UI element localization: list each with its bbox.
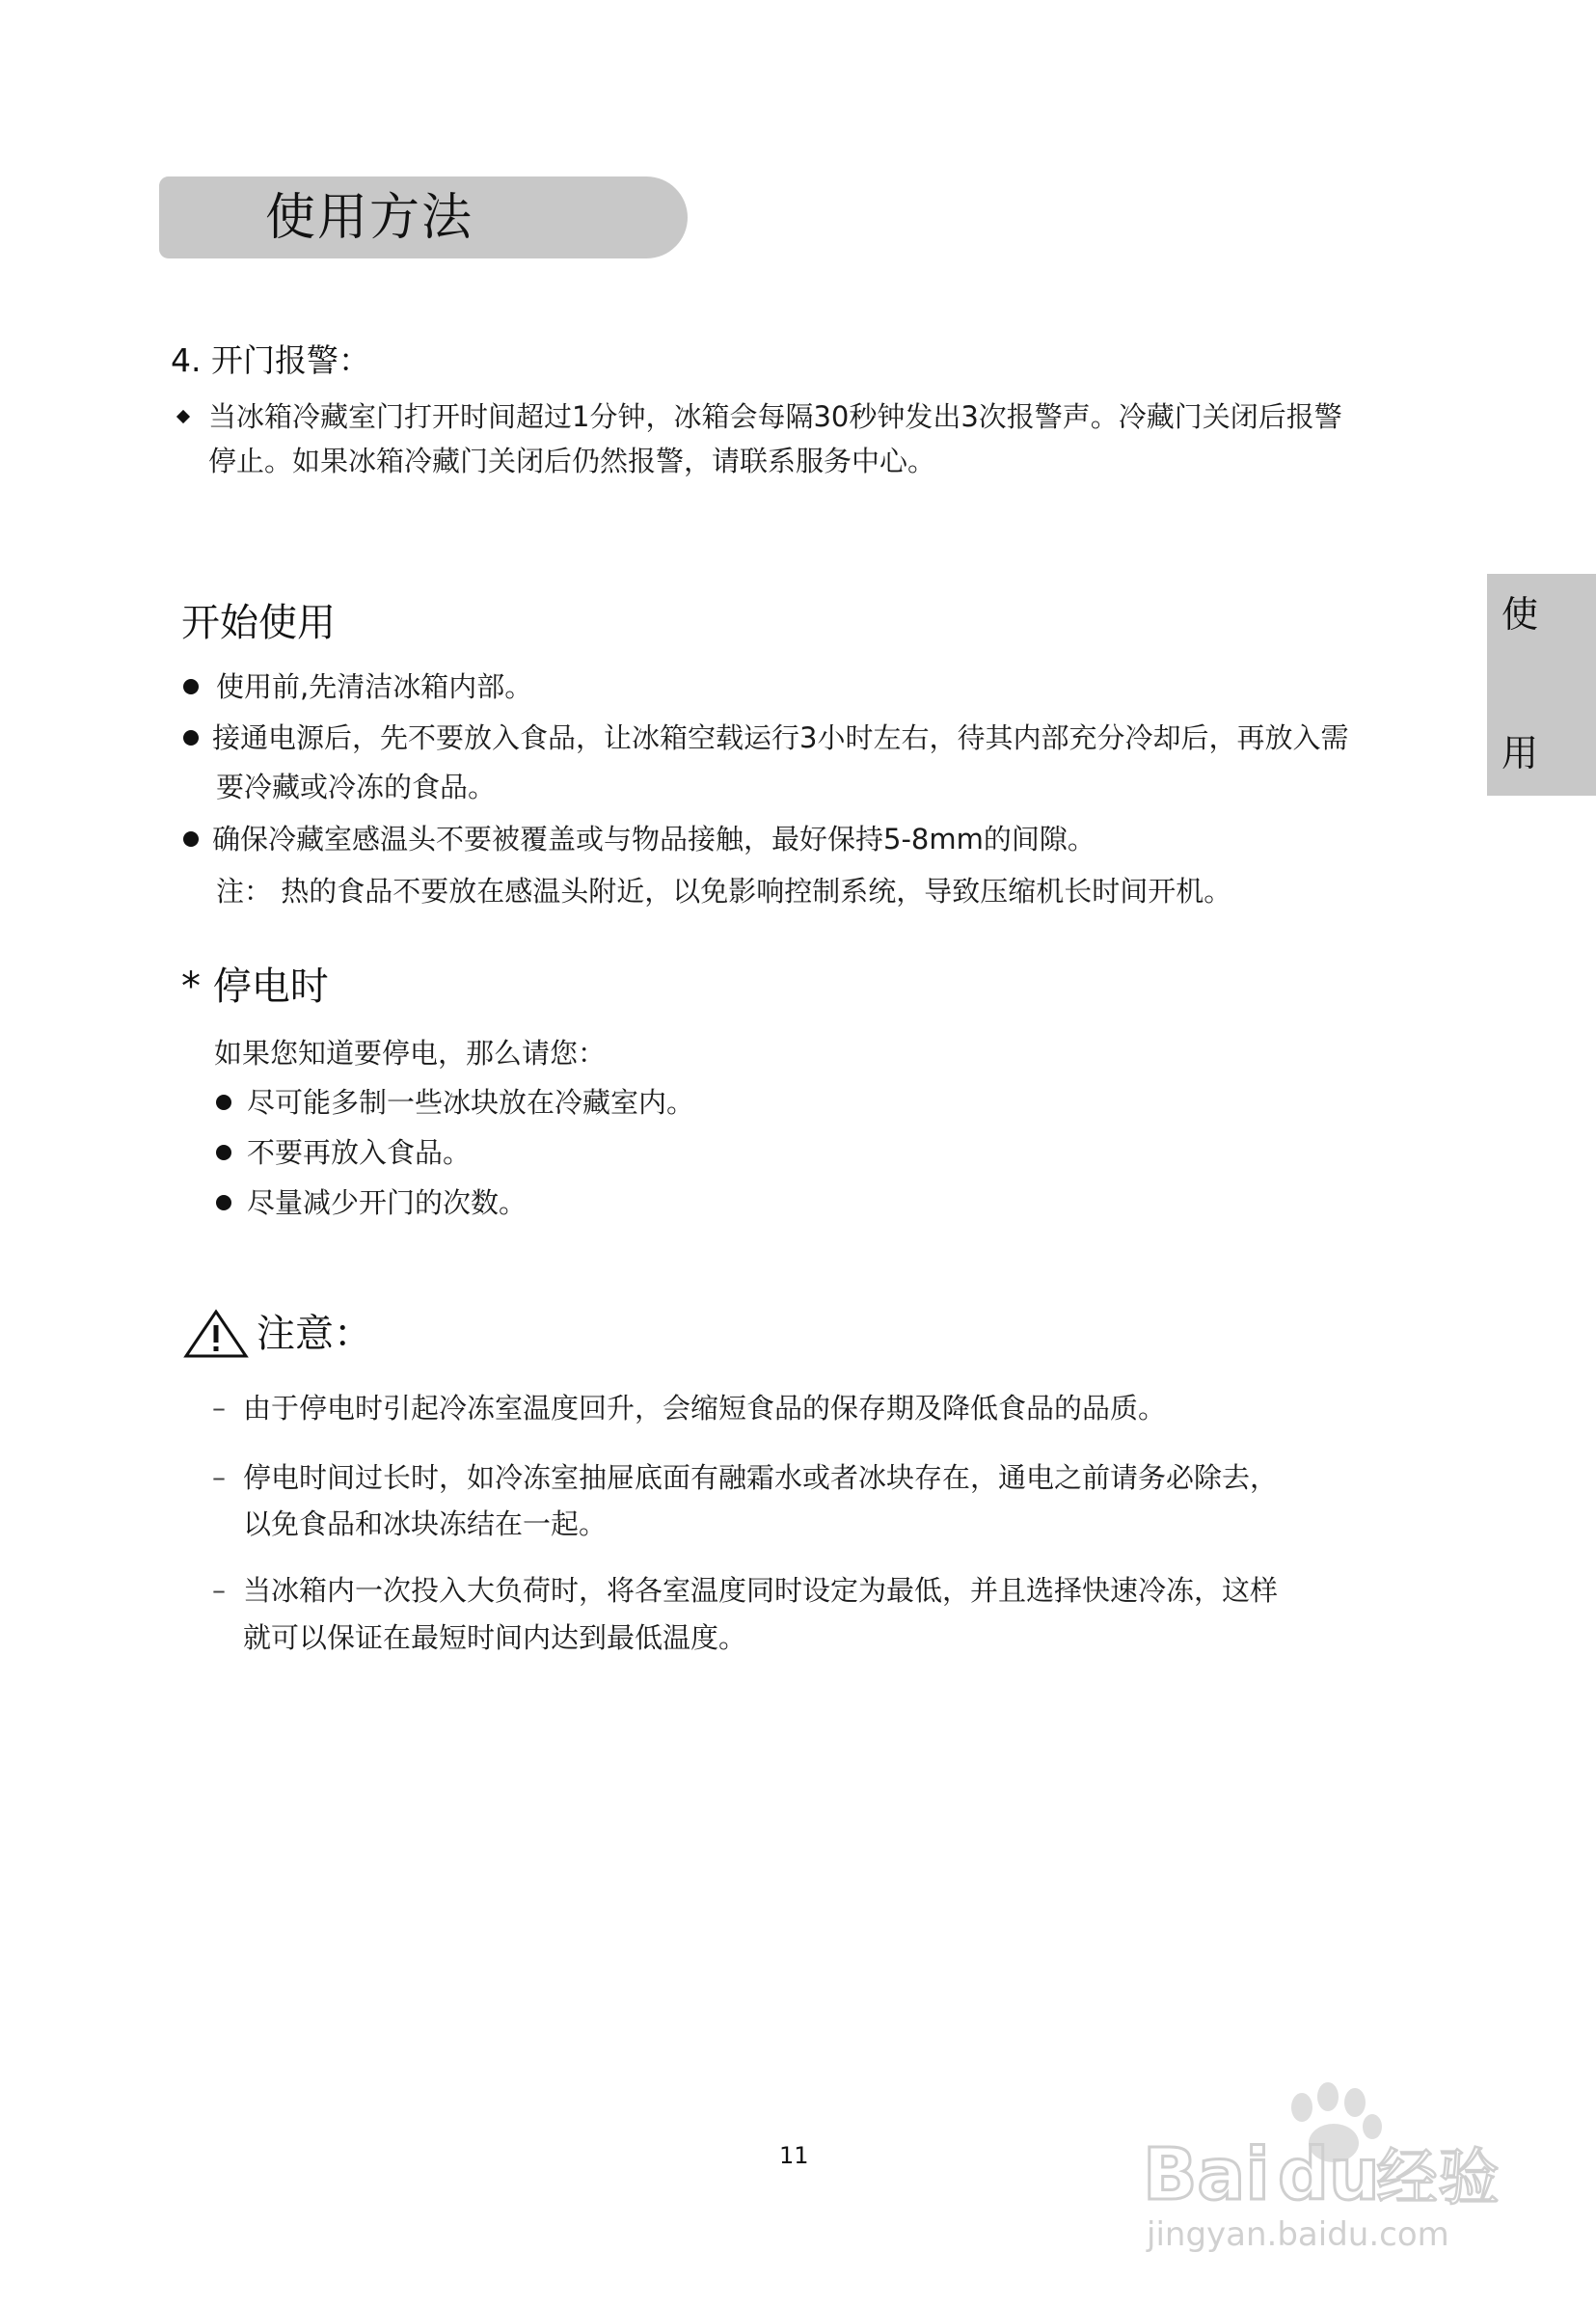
caution-item-3-line-1: 当冰箱内一次投入大负荷时，将各室温度同时设定为最低，并且选择快速冷冻，这样 [243, 1574, 1279, 1607]
power-intro: 如果您知道要停电，那么请您： [214, 1037, 607, 1070]
power-item-3: 尽量减少开门的次数。 [247, 1186, 527, 1219]
side-tab-char-2: 用 [1501, 732, 1539, 774]
start-item-2-line-1: 接通电源后，先不要放入食品，让冰箱空载运行3小时左右，待其内部充分冷却后，再放入需 [212, 721, 1349, 754]
bullet-icon [183, 679, 199, 694]
bullet-icon [183, 730, 199, 746]
svg-text:Bai: Bai [1143, 2133, 1270, 2216]
caution-item-2-line-2: 以免食品和冰块冻结在一起。 [243, 1507, 608, 1540]
dash-bullet: – [212, 1392, 226, 1424]
page-number: 11 [779, 2142, 809, 2169]
power-item-1: 尽可能多制一些冰块放在冷藏室内。 [247, 1086, 695, 1119]
dash-bullet: – [212, 1461, 226, 1493]
alarm-text-line-2: 停止。如果冰箱冷藏门关闭后仍然报警，请联系服务中心。 [208, 445, 936, 477]
start-item-3: 确保冷藏室感温头不要被覆盖或与物品接触，最好保持5-8mm的间隙。 [212, 823, 1096, 855]
svg-text:jingyan.baidu.com: jingyan.baidu.com [1147, 2215, 1449, 2254]
bullet-icon [183, 831, 199, 847]
warning-triangle-icon [183, 1309, 249, 1359]
start-item-1: 使用前,先清洁冰箱内部。 [216, 670, 533, 703]
power-item-2: 不要再放入食品。 [247, 1136, 472, 1169]
alarm-text-line-1: 当冰箱冷藏室门打开时间超过1分钟，冰箱会每隔30秒钟发出3次报警声。冷藏门关闭后报警 [208, 400, 1342, 433]
page-title: 使用方法 [265, 189, 474, 247]
alarm-heading: 4. 开门报警： [171, 341, 370, 379]
dash-bullet: – [212, 1574, 226, 1606]
bullet-icon [216, 1145, 231, 1160]
diamond-bullet-icon [176, 410, 190, 423]
baidu-jingyan-watermark [1123, 2064, 1528, 2257]
svg-text:du: du [1278, 2133, 1380, 2216]
bullet-icon [216, 1195, 231, 1210]
power-outage-heading: * 停电时 [181, 964, 329, 1009]
start-using-heading: 开始使用 [181, 601, 336, 645]
side-tab-char-1: 使 [1501, 593, 1539, 636]
start-note: 注： 热的食品不要放在感温头附近，以免影响控制系统，导致压缩机长时间开机。 [216, 875, 1232, 908]
caution-item-2-line-1: 停电时间过长时，如冷冻室抽屉底面有融霜水或者冰块存在，通电之前请务必除去， [243, 1461, 1279, 1494]
svg-text:经验: 经验 [1376, 2143, 1500, 2214]
caution-item-3-line-2: 就可以保证在最短时间内达到最低温度。 [243, 1621, 747, 1654]
start-item-2-line-2: 要冷藏或冷冻的食品。 [216, 771, 497, 803]
caution-item-1: 由于停电时引起冷冻室温度回升，会缩短食品的保存期及降低食品的品质。 [243, 1392, 1167, 1425]
caution-heading: 注意： [257, 1312, 372, 1356]
bullet-icon [216, 1095, 231, 1110]
